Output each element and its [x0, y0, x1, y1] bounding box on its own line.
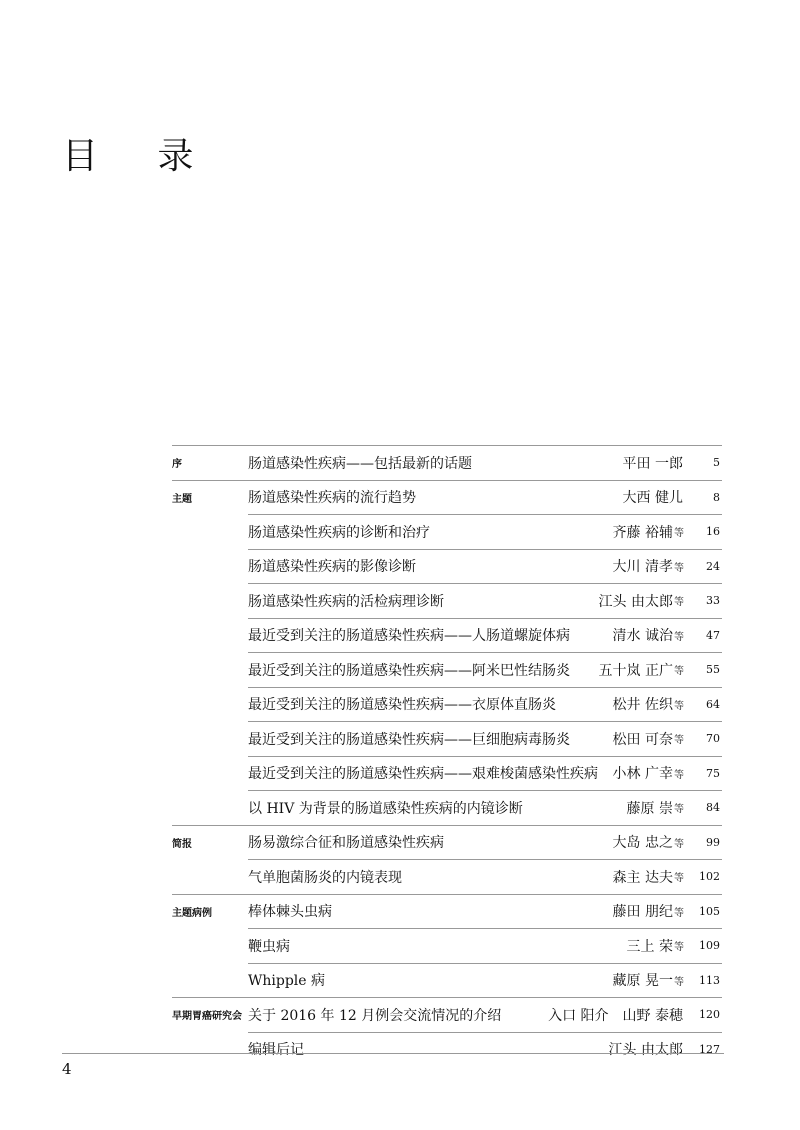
author-etal: 等	[674, 769, 684, 781]
author-etal: 等	[674, 528, 684, 540]
toc-entry-author	[623, 446, 684, 480]
toc-entry-page: 5	[713, 456, 720, 470]
toc-entry[interactable]	[172, 860, 722, 895]
toc-section-label	[172, 653, 248, 687]
toc-entry[interactable]	[172, 929, 722, 964]
table-of-contents	[172, 445, 722, 1066]
toc-entry-page: 102	[699, 870, 720, 884]
toc-entry[interactable]	[172, 895, 722, 930]
toc-section-label	[172, 757, 248, 791]
toc-entry-author	[613, 550, 684, 584]
author-name: 江头 由太郎	[598, 593, 673, 610]
toc-section-label	[172, 964, 248, 998]
toc-entry[interactable]	[172, 584, 722, 619]
toc-section-label: 主题病例	[172, 895, 248, 929]
page-title: 目 录	[62, 136, 218, 177]
toc-section-label	[172, 515, 248, 549]
toc-entry-author	[613, 722, 684, 756]
toc-entry-title: 鞭虫病	[248, 938, 290, 955]
toc-entry[interactable]	[172, 515, 722, 550]
toc-entry-page: 120	[699, 1008, 720, 1022]
toc-entry[interactable]	[172, 688, 722, 723]
toc-entry-author	[613, 826, 684, 860]
toc-entry-page: 24	[706, 559, 720, 573]
author-etal: 等	[674, 907, 684, 919]
author-etal: 等	[674, 838, 684, 850]
toc-entry-title: 气单胞菌肠炎的内镜表现	[248, 869, 402, 886]
author-name: 五十岚 正广	[598, 662, 673, 679]
toc-entry-page: 8	[713, 490, 720, 504]
toc-entry-author	[613, 688, 684, 722]
author-name: 小林 广幸	[612, 766, 673, 783]
toc-entry-page: 84	[706, 801, 720, 815]
author-etal: 等	[674, 976, 684, 988]
toc-entry[interactable]	[172, 757, 722, 792]
author-name: 大西 健儿	[622, 490, 683, 507]
toc-section-label: 序	[172, 446, 248, 480]
toc-entry[interactable]	[172, 826, 722, 861]
toc-entry-page: 99	[706, 835, 720, 849]
toc-entry-author	[548, 998, 684, 1032]
toc-entry[interactable]	[172, 1033, 722, 1067]
author-name: 大川 清孝	[612, 559, 673, 576]
author-name: 平田 一郎	[622, 455, 683, 472]
toc-entry[interactable]	[172, 998, 722, 1033]
toc-entry-title: 最近受到关注的肠道感染性疾病——人肠道螺旋体病	[248, 628, 570, 645]
toc-entry-page: 113	[699, 973, 720, 987]
author-name: 江头 由太郎	[608, 1042, 683, 1059]
author-name: 入口 阳介 山野 泰穂	[548, 1007, 683, 1024]
toc-entry-page: 75	[706, 766, 720, 780]
toc-entry[interactable]	[172, 550, 722, 585]
page-number: 4	[62, 1060, 72, 1078]
author-name: 松井 佐织	[612, 697, 673, 714]
toc-entry-title: 最近受到关注的肠道感染性疾病——巨细胞病毒肠炎	[248, 731, 570, 748]
toc-section-label	[172, 722, 248, 756]
toc-section-label: 主题	[172, 481, 248, 515]
toc-entry[interactable]	[172, 619, 722, 654]
toc-entry-title: 肠道感染性疾病的活检病理诊断	[248, 593, 444, 610]
author-etal: 等	[674, 804, 684, 816]
author-etal: 等	[674, 735, 684, 747]
toc-section-label	[172, 688, 248, 722]
toc-entry-page: 16	[706, 525, 720, 539]
author-etal: 等	[674, 666, 684, 678]
toc-entry-title: 肠道感染性疾病——包括最新的话题	[248, 455, 472, 472]
toc-entry-title: 肠道感染性疾病的诊断和治疗	[248, 524, 430, 541]
toc-entry[interactable]	[172, 964, 722, 999]
toc-entry-title: 肠易激综合征和肠道感染性疾病	[248, 835, 444, 852]
toc-entry-author	[613, 619, 684, 653]
toc-entry-title: 关于 2016 年 12 月例会交流情况的介绍	[248, 1007, 502, 1024]
toc-entry-page: 105	[699, 904, 720, 918]
toc-section-label	[172, 929, 248, 963]
toc-entry-page: 70	[706, 732, 720, 746]
toc-entry-page: 109	[699, 939, 720, 953]
toc-section-label: 简报	[172, 826, 248, 860]
toc-section-label	[172, 619, 248, 653]
toc-entry[interactable]	[172, 653, 722, 688]
author-name: 藏原 晃一	[612, 973, 673, 990]
toc-entry[interactable]	[172, 722, 722, 757]
toc-entry-author	[599, 653, 684, 687]
toc-entry-author	[613, 964, 684, 998]
toc-entry-page: 64	[706, 697, 720, 711]
author-name: 藤田 朋纪	[612, 904, 673, 921]
author-name: 大岛 忠之	[612, 835, 673, 852]
toc-entry-author	[613, 515, 684, 549]
author-etal: 等	[674, 873, 684, 885]
toc-entry-title: 最近受到关注的肠道感染性疾病——衣原体直肠炎	[248, 697, 556, 714]
toc-entry-author	[599, 584, 684, 618]
toc-section-label	[172, 584, 248, 618]
author-name: 齐藤 裕辅	[612, 524, 673, 541]
author-etal: 等	[674, 562, 684, 574]
toc-entry-author	[609, 1033, 684, 1067]
toc-section-label	[172, 860, 248, 894]
toc-entry[interactable]	[172, 446, 722, 481]
toc-section-label	[172, 791, 248, 825]
toc-entry-page: 127	[699, 1042, 720, 1056]
author-etal: 等	[674, 942, 684, 954]
toc-entry-title: 肠道感染性疾病的影像诊断	[248, 559, 416, 576]
toc-entry-title: 肠道感染性疾病的流行趋势	[248, 490, 416, 507]
author-name: 清水 诚治	[612, 628, 673, 645]
toc-entry-page: 55	[706, 663, 720, 677]
toc-section-label	[172, 550, 248, 584]
toc-entry[interactable]	[172, 481, 722, 516]
toc-entry-page: 47	[706, 628, 720, 642]
toc-entry-title: 棒体棘头虫病	[248, 904, 332, 921]
author-etal: 等	[674, 700, 684, 712]
toc-entry[interactable]	[172, 791, 722, 826]
author-name: 藤原 崇	[626, 800, 673, 817]
toc-entry-title: 以 HIV 为背景的肠道感染性疾病的内镜诊断	[248, 800, 523, 817]
toc-section-label: 早期胃癌研究会	[172, 998, 248, 1032]
toc-entry-title: 最近受到关注的肠道感染性疾病——艰难梭菌感染性疾病	[248, 766, 598, 783]
toc-entry-title: 编辑后记	[248, 1042, 304, 1059]
author-name: 森主 达夫	[612, 869, 673, 886]
toc-entry-page: 33	[706, 594, 720, 608]
toc-entry-author	[613, 860, 684, 894]
toc-entry-title: Whipple 病	[248, 973, 326, 990]
toc-entry-author	[613, 757, 684, 791]
toc-entry-author	[623, 481, 684, 515]
toc-entry-author	[613, 895, 684, 929]
author-name: 松田 可奈	[612, 731, 673, 748]
toc-entry-author	[627, 791, 684, 825]
author-etal: 等	[674, 631, 684, 643]
author-name: 三上 荣	[626, 938, 673, 955]
toc-section-label	[172, 1033, 248, 1067]
toc-entry-title: 最近受到关注的肠道感染性疾病——阿米巴性结肠炎	[248, 662, 570, 679]
toc-entry-author	[627, 929, 684, 963]
bottom-rule	[62, 1053, 724, 1054]
author-etal: 等	[674, 597, 684, 609]
